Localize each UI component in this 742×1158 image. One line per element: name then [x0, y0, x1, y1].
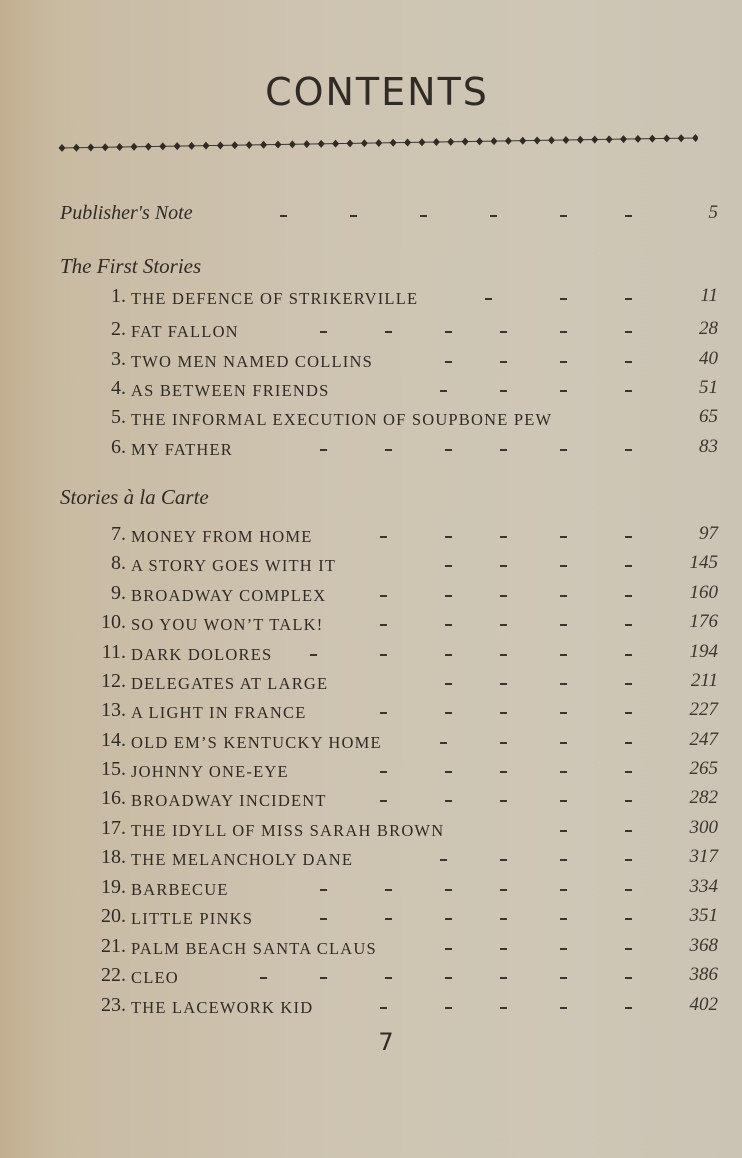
entry-page-number: 51: [699, 377, 718, 398]
leader-dash: [500, 683, 507, 685]
entry-page-number: 351: [689, 905, 718, 926]
leader-dash: [320, 889, 327, 891]
entry-number: 12.: [101, 670, 126, 692]
entry-page-number: 160: [689, 582, 718, 603]
toc-entry[interactable]: [0, 905, 742, 933]
entry-title: PALM BEACH SANTA CLAUS: [131, 939, 377, 958]
entry-page-number: 211: [690, 670, 718, 691]
leader-dash: [445, 977, 452, 979]
ornament-diamond: [476, 137, 483, 145]
toc-entry[interactable]: [0, 758, 742, 786]
leader-dash: [625, 977, 632, 979]
entry-page-number: 11: [700, 285, 718, 306]
section-heading-first-stories: [0, 254, 742, 282]
entry-page-number: 145: [689, 552, 718, 573]
leader-dash: [445, 800, 452, 802]
toc-entry[interactable]: [0, 611, 742, 639]
ornament-diamond: [361, 139, 368, 147]
leader-dash: [560, 683, 567, 685]
toc-entry[interactable]: [0, 699, 742, 727]
leader-dash: [625, 565, 632, 567]
ornament-diamond: [289, 140, 296, 148]
entry-number: 13.: [101, 699, 126, 721]
leader-dash: [560, 948, 567, 950]
leader-dash: [500, 712, 507, 714]
leader-dash: [625, 859, 632, 861]
ornament-diamond: [332, 140, 339, 148]
entry-page-number: 97: [699, 523, 718, 544]
leader-dash: [560, 331, 567, 333]
entry-number: 18.: [101, 846, 126, 868]
leader-dash: [485, 298, 492, 300]
ornament-diamond: [274, 140, 281, 148]
leader-dash: [625, 361, 632, 363]
leader-dash: [385, 918, 392, 920]
leader-dash: [625, 390, 632, 392]
leader-dash: [320, 918, 327, 920]
entry-page-number: 300: [689, 817, 718, 838]
entry-number: 1.: [111, 285, 126, 307]
ornament-diamond: [116, 143, 123, 151]
entry-page-number: 65: [699, 406, 718, 427]
entry-number: 23.: [101, 994, 126, 1016]
leader-dash: [560, 918, 567, 920]
leader-dash: [625, 889, 632, 891]
entry-title: THE INFORMAL EXECUTION OF SOUPBONE PEW: [131, 410, 553, 429]
leader-dash: [445, 565, 452, 567]
toc-entry-publishers-note[interactable]: [0, 202, 742, 230]
entry-title: THE DEFENCE OF STRIKERVILLE: [131, 289, 419, 308]
ornament-diamond: [303, 140, 310, 148]
entry-title: LITTLE PINKS: [131, 909, 254, 928]
ornament-diamond: [534, 136, 541, 144]
ornament-diamond: [505, 137, 512, 145]
leader-dash: [560, 712, 567, 714]
entry-title: Publisher's Note: [60, 202, 193, 224]
entry-number: 15.: [101, 758, 126, 780]
entry-page-number: 5: [708, 202, 718, 223]
entry-title: THE MELANCHOLY DANE: [131, 850, 354, 869]
leader-dash: [445, 654, 452, 656]
leader-dash: [560, 624, 567, 626]
leader-dash: [625, 449, 632, 451]
leader-dash: [625, 918, 632, 920]
entry-number: 16.: [101, 787, 126, 809]
toc-entry[interactable]: [0, 318, 742, 346]
page-title: CONTENTS: [265, 70, 489, 114]
leader-dash: [500, 390, 507, 392]
entry-page-number: 227: [689, 699, 718, 720]
entry-title: BARBECUE: [131, 880, 229, 899]
leader-dash: [445, 449, 452, 451]
leader-dash: [445, 536, 452, 538]
ornament-diamond: [663, 134, 670, 142]
toc-entry[interactable]: [0, 670, 742, 698]
leader-dash: [445, 918, 452, 920]
section-heading: The First Stories: [60, 254, 202, 278]
leader-dash: [500, 918, 507, 920]
entry-title: BROADWAY INCIDENT: [131, 791, 327, 810]
leader-dash: [310, 654, 317, 656]
ornament-diamond: [102, 143, 109, 151]
toc-entry[interactable]: [0, 523, 742, 551]
leader-dash: [385, 331, 392, 333]
leader-dash: [445, 624, 452, 626]
entry-number: 8.: [111, 552, 126, 574]
entry-title: SO YOU WON’T TALK!: [131, 615, 324, 634]
ornament-diamond: [87, 143, 94, 151]
ornament-diamond: [562, 136, 569, 144]
entry-title: A STORY GOES WITH IT: [131, 556, 337, 575]
leader-dash: [560, 742, 567, 744]
toc-entry[interactable]: [0, 582, 742, 610]
leader-dash: [385, 977, 392, 979]
leader-dash: [445, 948, 452, 950]
toc-entry[interactable]: [0, 994, 742, 1022]
toc-entry[interactable]: [0, 285, 742, 313]
ornament-diamond: [231, 141, 238, 149]
ornament-diamond: [58, 144, 65, 152]
entry-page-number: 334: [689, 876, 718, 897]
ornament-diamond: [678, 134, 685, 142]
leader-dash: [625, 712, 632, 714]
entry-number: 9.: [111, 582, 126, 604]
leader-dash: [445, 361, 452, 363]
entry-page-number: 282: [689, 787, 718, 808]
leader-dash: [500, 449, 507, 451]
leader-dash: [320, 331, 327, 333]
ornament-diamond: [130, 143, 137, 151]
entry-title: AS BETWEEN FRIENDS: [131, 381, 330, 400]
leader-dash: [625, 742, 632, 744]
ornament-diamond: [73, 144, 80, 152]
toc-entry[interactable]: [0, 876, 742, 904]
entry-number: 2.: [111, 318, 126, 340]
entry-page-number: 317: [689, 846, 718, 867]
toc-entry[interactable]: [0, 377, 742, 405]
leader-dash: [380, 624, 387, 626]
leader-dash: [560, 298, 567, 300]
ornament-diamond: [145, 143, 152, 151]
leader-dash: [445, 331, 452, 333]
toc-entry[interactable]: [0, 817, 742, 845]
leader-dash: [500, 536, 507, 538]
leader-dash: [625, 948, 632, 950]
leader-dash: [280, 215, 287, 217]
entry-page-number: 247: [689, 729, 718, 750]
leader-dash: [445, 889, 452, 891]
toc-entry[interactable]: [0, 846, 742, 874]
leader-dash: [625, 624, 632, 626]
leader-dash: [380, 712, 387, 714]
leader-dash: [500, 565, 507, 567]
ornament-diamond: [591, 136, 598, 144]
leader-dash: [500, 771, 507, 773]
leader-dash: [500, 654, 507, 656]
entry-page-number: 402: [689, 994, 718, 1015]
entry-title: MY FATHER: [131, 440, 234, 459]
entry-page-number: 265: [689, 758, 718, 779]
entry-number: 3.: [111, 348, 126, 370]
entry-number: 17.: [101, 817, 126, 839]
leader-dash: [625, 654, 632, 656]
ornament-diamond: [577, 136, 584, 144]
leader-dash: [560, 361, 567, 363]
leader-dash: [440, 390, 447, 392]
leader-dash: [560, 977, 567, 979]
leader-dash: [560, 654, 567, 656]
ornament-diamond: [318, 140, 325, 148]
toc-entry[interactable]: [0, 348, 742, 376]
entry-page-number: 386: [689, 964, 718, 985]
leader-dash: [385, 889, 392, 891]
leader-dash: [625, 683, 632, 685]
leader-dash: [490, 215, 497, 217]
entry-page-number: 176: [689, 611, 718, 632]
leader-dash: [445, 595, 452, 597]
ornament-diamond: [346, 139, 353, 147]
leader-dash: [420, 215, 427, 217]
leader-dash: [500, 595, 507, 597]
leader-dash: [260, 977, 267, 979]
ornamental-rule: [58, 128, 698, 158]
leader-dash: [625, 331, 632, 333]
toc-entry[interactable]: [0, 935, 742, 963]
leader-dash: [320, 449, 327, 451]
leader-dash: [320, 977, 327, 979]
ornament-diamond: [375, 139, 382, 147]
leader-dash: [445, 712, 452, 714]
leader-dash: [350, 215, 357, 217]
ornament-diamond: [692, 134, 698, 142]
entry-title: BROADWAY COMPLEX: [131, 586, 327, 605]
entry-page-number: 194: [689, 641, 718, 662]
entry-number: 22.: [101, 964, 126, 986]
leader-dash: [500, 624, 507, 626]
leader-dash: [500, 889, 507, 891]
entry-page-number: 28: [699, 318, 718, 339]
ornament-diamond: [649, 135, 656, 143]
entry-page-number: 83: [699, 436, 718, 457]
leader-dash: [625, 215, 632, 217]
leader-dash: [500, 800, 507, 802]
entry-title: FAT FALLON: [131, 322, 239, 341]
leader-dash: [445, 771, 452, 773]
ornament-diamond: [246, 141, 253, 149]
ornament-diamond-chain: [58, 128, 698, 158]
entry-number: 11.: [101, 641, 126, 663]
leader-dash: [560, 771, 567, 773]
leader-dash: [445, 1007, 452, 1009]
leader-dash: [385, 449, 392, 451]
leader-dash: [380, 800, 387, 802]
leader-dash: [560, 565, 567, 567]
leader-dash: [380, 536, 387, 538]
toc-entry[interactable]: [0, 729, 742, 757]
entry-number: 19.: [101, 876, 126, 898]
ornament-diamond: [188, 142, 195, 150]
toc-entry[interactable]: [0, 641, 742, 669]
leader-dash: [625, 595, 632, 597]
leader-dash: [380, 654, 387, 656]
leader-dash: [625, 536, 632, 538]
leader-dash: [560, 595, 567, 597]
toc-entry[interactable]: [0, 964, 742, 992]
leader-dash: [440, 742, 447, 744]
entry-title: A LIGHT IN FRANCE: [131, 703, 307, 722]
entry-number: 20.: [101, 905, 126, 927]
leader-dash: [500, 1007, 507, 1009]
toc-entry[interactable]: [0, 436, 742, 464]
leader-dash: [625, 800, 632, 802]
ornament-diamond: [217, 141, 224, 149]
section-heading: Stories à la Carte: [60, 485, 209, 509]
toc-entry[interactable]: [0, 552, 742, 580]
ornament-diamond: [462, 138, 469, 146]
ornament-diamond: [260, 141, 267, 149]
leader-dash: [560, 830, 567, 832]
leader-dash: [440, 859, 447, 861]
ornament-diamond: [202, 142, 209, 150]
leader-dash: [500, 859, 507, 861]
entry-title: MONEY FROM HOME: [131, 527, 313, 546]
entry-number: 14.: [101, 729, 126, 751]
entry-number: 21.: [101, 935, 126, 957]
leader-dash: [500, 948, 507, 950]
ornament-diamond: [418, 138, 425, 146]
entry-title: THE LACEWORK KID: [131, 998, 314, 1017]
leader-dash: [500, 361, 507, 363]
leader-dash: [380, 595, 387, 597]
entry-number: 6.: [111, 436, 126, 458]
leader-dash: [380, 771, 387, 773]
leader-dash: [380, 1007, 387, 1009]
entry-number: 10.: [101, 611, 126, 633]
leader-dash: [560, 536, 567, 538]
ornament-diamond: [634, 135, 641, 143]
ornament-diamond: [620, 135, 627, 143]
entry-number: 5.: [111, 406, 126, 428]
entry-number: 7.: [111, 523, 126, 545]
leader-dash: [500, 977, 507, 979]
section-heading-stories-a-la-carte: [0, 485, 742, 513]
leader-dash: [625, 830, 632, 832]
leader-dash: [560, 449, 567, 451]
entry-title: TWO MEN NAMED COLLINS: [131, 352, 373, 371]
entry-number: 4.: [111, 377, 126, 399]
ornament-diamond: [159, 142, 166, 150]
ornament-diamond: [404, 138, 411, 146]
entry-title: OLD EM’S KENTUCKY HOME: [131, 733, 382, 752]
leader-dash: [625, 298, 632, 300]
leader-dash: [500, 742, 507, 744]
leader-dash: [445, 683, 452, 685]
entry-page-number: 40: [699, 348, 718, 369]
entry-title: DELEGATES AT LARGE: [131, 674, 329, 693]
leader-dash: [560, 390, 567, 392]
ornament-diamond: [490, 137, 497, 145]
leader-dash: [560, 800, 567, 802]
leader-dash: [500, 331, 507, 333]
entry-title: CLEO: [131, 968, 179, 987]
page-number-folio: 7: [378, 1028, 394, 1056]
entry-title: JOHNNY ONE-EYE: [131, 762, 289, 781]
ornament-diamond: [174, 142, 181, 150]
entry-title: DARK DOLORES: [131, 645, 273, 664]
toc-entry[interactable]: [0, 406, 742, 434]
entry-page-number: 368: [689, 935, 718, 956]
leader-dash: [625, 771, 632, 773]
ornament-diamond: [548, 136, 555, 144]
entry-title: THE IDYLL OF MISS SARAH BROWN: [131, 821, 445, 840]
leader-dash: [625, 1007, 632, 1009]
toc-entry[interactable]: [0, 787, 742, 815]
leader-dash: [560, 859, 567, 861]
ornament-diamond: [606, 135, 613, 143]
leader-dash: [560, 1007, 567, 1009]
ornament-diamond: [433, 138, 440, 146]
ornament-diamond: [390, 139, 397, 147]
leader-dash: [560, 889, 567, 891]
ornament-diamond: [519, 137, 526, 145]
ornament-diamond: [447, 138, 454, 146]
leader-dash: [560, 215, 567, 217]
